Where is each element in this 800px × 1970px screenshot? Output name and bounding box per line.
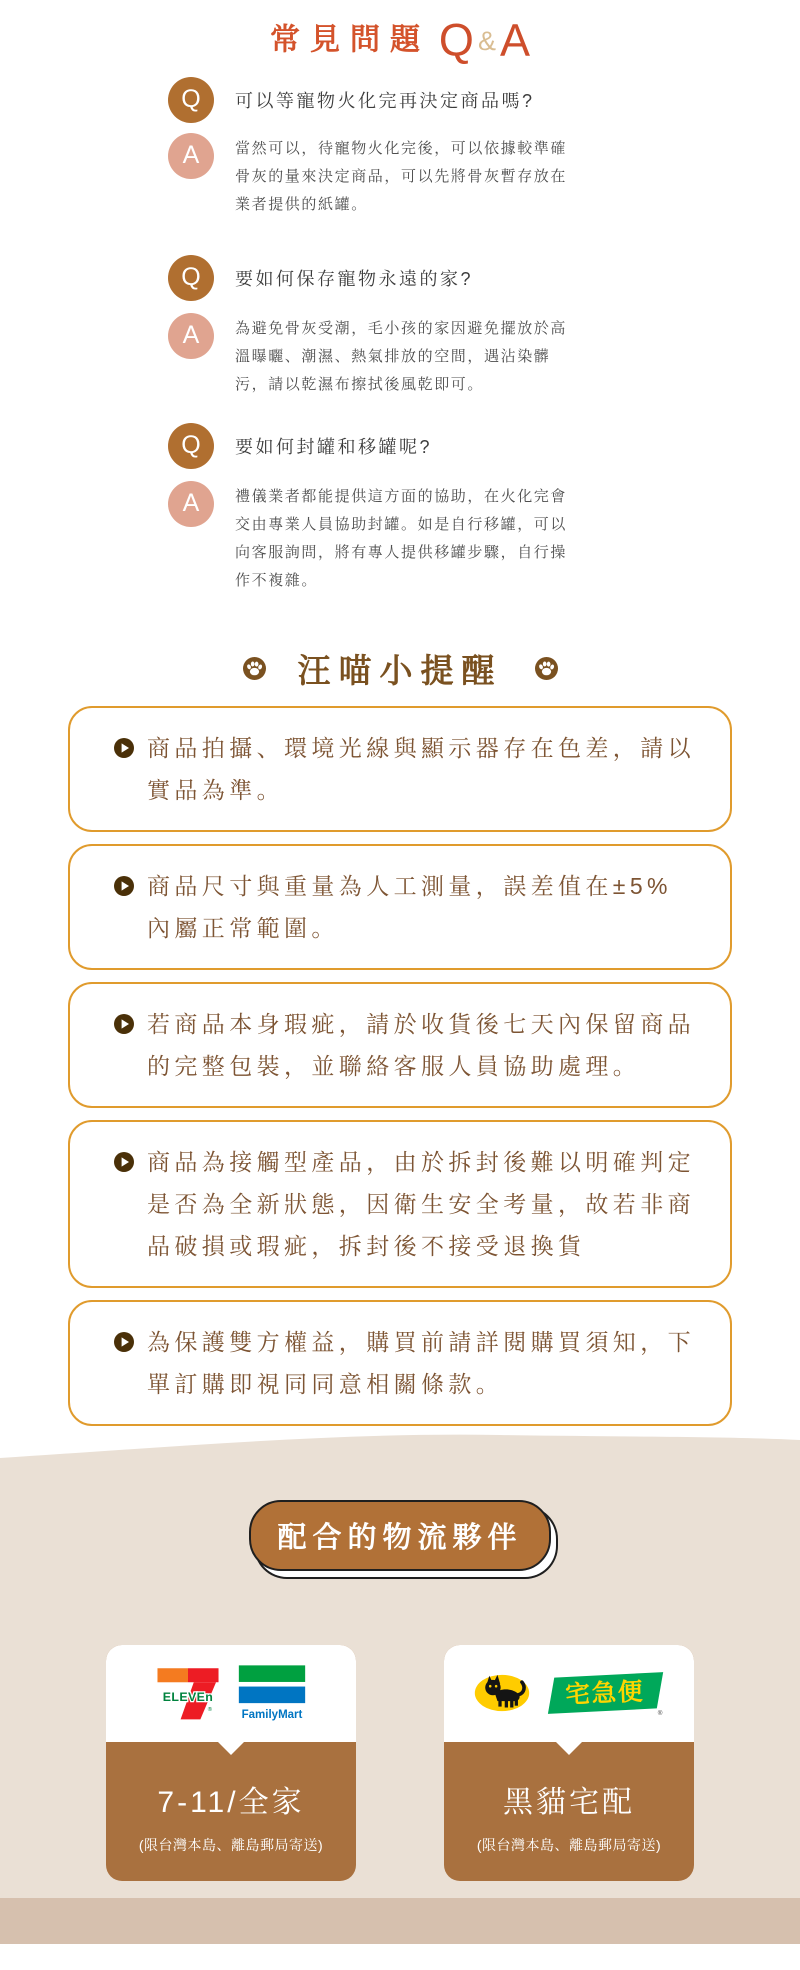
partner-note: (限台灣本島、離島郵局寄送) (476, 1837, 662, 1854)
faq-title-a: A (499, 14, 530, 66)
reminder-text: 若商品本身瑕疵，請於收貨後七天內保留商品的完整包裝，並聯絡客服人員協助處理。 (147, 1010, 695, 1079)
question-text: 可以等寵物火化完再決定商品嗎? (235, 90, 535, 111)
faq-title-ampersand: & (477, 25, 496, 56)
reminder-card (68, 1300, 732, 1426)
faq-section (0, 0, 800, 595)
play-bullet-icon (114, 738, 134, 758)
logistics-title-badge: 配合的物流夥伴 (249, 1500, 550, 1571)
answer-text: 禮儀業者都能提供這方面的協助，在火化完會交由專業人員協助封罐。如是自行移罐，可以向客服詢問，將有專人提供移罐步驟，自行操作不複雜。 (235, 487, 568, 589)
partner-note: (限台灣本島、離島郵局寄送) (138, 1837, 324, 1854)
reminder-card (68, 982, 732, 1108)
reminder-text: 商品為接觸型產品，由於拆封後難以明確判定是否為全新狀態，因衛生安全考量，故若非商品破損或瑕疵，拆封後不接受退換貨 (147, 1148, 695, 1259)
reminder-card (68, 706, 732, 832)
familymart-logo (237, 1662, 307, 1724)
registered-mark: ® (657, 1709, 663, 1717)
partner-card-logos (444, 1645, 694, 1742)
faq-question-row (0, 77, 800, 123)
faq-title-q: Q (438, 14, 474, 66)
play-bullet-icon (114, 1152, 134, 1172)
registered-mark: ® (207, 1707, 213, 1714)
logistics-section (0, 1462, 800, 1944)
partner-cards (0, 1645, 800, 1881)
faq-question-row (0, 255, 800, 301)
partner-name: 7-11/全家 (157, 1786, 305, 1820)
faq-title (0, 14, 800, 65)
q-circle-icon: Q (168, 77, 214, 123)
faq-answer-row (0, 481, 800, 595)
reminder-text: 為保護雙方權益，購買前請詳閱購買須知，下單訂購即視同同意相關條款。 (147, 1328, 695, 1397)
question-text: 要如何保存寵物永遠的家? (235, 268, 474, 289)
paw-icon (535, 657, 558, 680)
faq-answer-row (0, 133, 800, 219)
familymart-logo-text: FamilyMart (241, 1708, 303, 1721)
partner-card-info (106, 1742, 356, 1881)
partner-name: 黑貓宅配 (503, 1786, 635, 1820)
a-circle-icon: A (168, 133, 214, 179)
q-circle-icon: Q (168, 255, 214, 301)
reminder-text: 商品拍攝、環境光線與顯示器存在色差，請以實品為準。 (147, 734, 695, 803)
partner-card-convenience-store (106, 1645, 356, 1881)
takkyubin-logo-text: 宅急便 (564, 1678, 645, 1709)
faq-answer-row (0, 313, 800, 399)
a-circle-icon: A (168, 481, 214, 527)
partner-card-logos (106, 1645, 356, 1742)
takkyubin-logo (547, 1670, 665, 1716)
reminders-section (0, 645, 800, 1426)
seven-eleven-logo (155, 1662, 221, 1724)
reminders-title: 汪喵小提醒 (297, 651, 503, 689)
footer-strip (0, 1898, 800, 1944)
partner-card-info (444, 1742, 694, 1881)
answer-text: 為避免骨灰受潮，毛小孩的家因避免擺放於高溫曝曬、潮濕、熱氣排放的空間，遇沾染髒污，請以乾濕布擦拭後風乾即可。 (235, 319, 568, 393)
eleven-logo-text: ELEVEn (162, 1690, 214, 1705)
yamato-black-cat-logo (473, 1672, 531, 1714)
reminder-card (68, 1120, 732, 1288)
reminders-list (0, 706, 800, 1426)
reminder-card (68, 844, 732, 970)
partner-card-black-cat (444, 1645, 694, 1881)
q-circle-icon: Q (168, 423, 214, 469)
faq-title-text: 常見問題 (270, 23, 431, 57)
answer-text: 當然可以，待寵物火化完後，可以依據較準確骨灰的量來決定商品，可以先將骨灰暫存放在業者提供的紙罐。 (235, 139, 568, 213)
paw-icon (243, 657, 266, 680)
play-bullet-icon (114, 876, 134, 896)
a-circle-icon: A (168, 313, 214, 359)
section-divider-wave (0, 1426, 800, 1462)
faq-question-row (0, 423, 800, 469)
question-text: 要如何封罐和移罐呢? (235, 436, 433, 457)
reminders-heading (0, 645, 800, 692)
play-bullet-icon (114, 1014, 134, 1034)
reminder-text: 商品尺寸與重量為人工測量，誤差值在±5%內屬正常範圍。 (147, 872, 672, 941)
play-bullet-icon (114, 1332, 134, 1352)
